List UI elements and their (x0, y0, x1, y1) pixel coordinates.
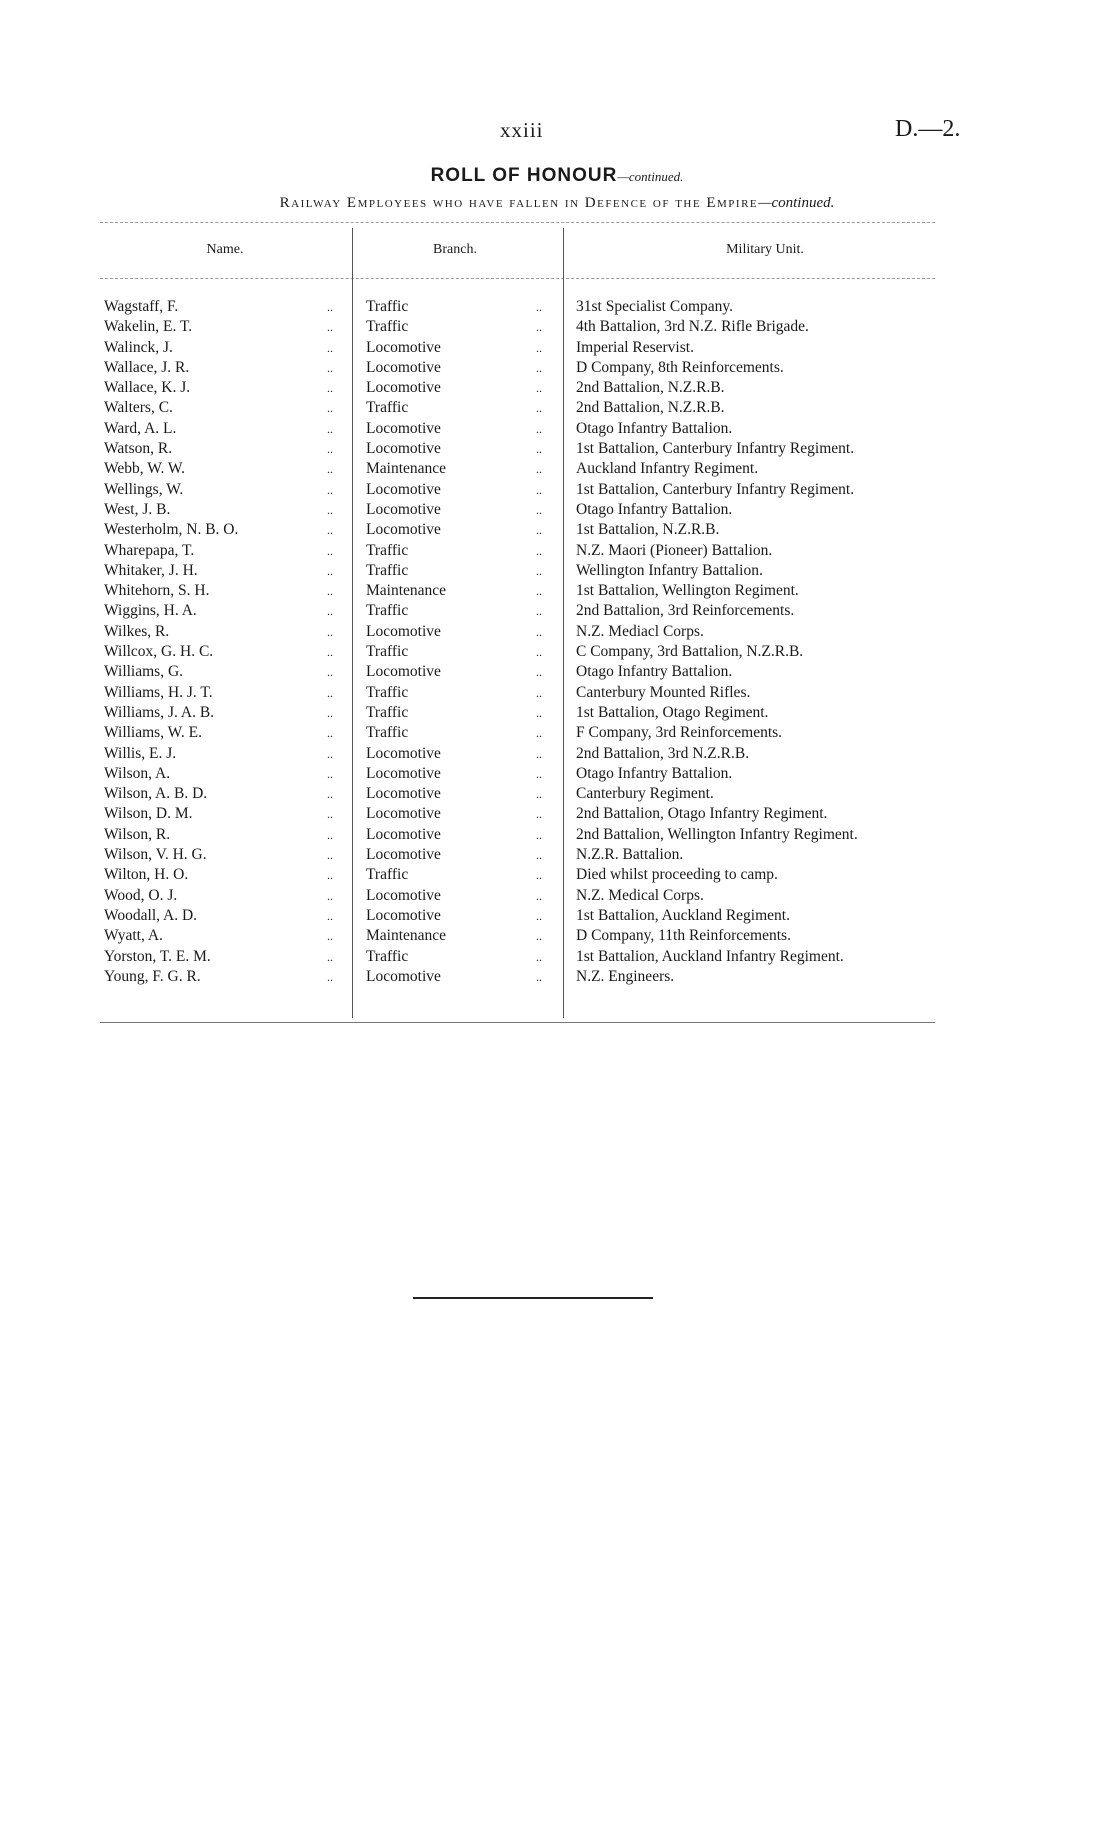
row-leader-dots: .. (327, 340, 333, 355)
row-leader-dots: .. (327, 543, 333, 558)
row-name: Willis, E. J. (104, 744, 177, 762)
row-leader-dots: .. (536, 888, 542, 903)
row-leader-dots: .. (327, 929, 333, 944)
row-leader-dots: .. (536, 401, 542, 416)
row-military-unit: Auckland Infantry Regiment. (576, 460, 759, 478)
row-military-unit: N.Z.R. Battalion. (576, 846, 684, 864)
row-leader-dots: .. (327, 442, 333, 457)
table-row (0, 602, 1114, 622)
table-row (0, 663, 1114, 683)
row-leader-dots: .. (327, 827, 333, 842)
row-branch: Locomotive (366, 846, 441, 864)
page-subtitle (0, 195, 1114, 212)
table-row (0, 440, 1114, 460)
header-top-rule (100, 222, 935, 223)
row-name: Williams, J. A. B. (104, 703, 215, 721)
row-military-unit: 1st Battalion, Wellington Regiment. (576, 582, 799, 600)
row-leader-dots: .. (536, 787, 542, 802)
row-leader-dots: .. (327, 807, 333, 822)
row-leader-dots: .. (536, 523, 542, 538)
row-name: Walinck, J. (104, 338, 173, 356)
subtitle-continued: —continued. (758, 195, 835, 211)
row-branch: Traffic (366, 866, 409, 884)
row-name: Wiggins, H. A. (104, 602, 197, 620)
row-leader-dots: .. (536, 848, 542, 863)
row-leader-dots: .. (327, 746, 333, 761)
row-branch: Locomotive (366, 379, 441, 397)
table-row (0, 968, 1114, 988)
table-row (0, 866, 1114, 886)
row-branch: Maintenance (366, 460, 447, 478)
row-branch: Traffic (366, 724, 409, 742)
table-row (0, 318, 1114, 338)
table-row (0, 948, 1114, 968)
row-branch: Locomotive (366, 663, 441, 681)
row-branch: Traffic (366, 298, 409, 315)
row-leader-dots: .. (327, 563, 333, 578)
document-reference: D.—2. (895, 116, 961, 142)
row-military-unit: 2nd Battalion, N.Z.R.B. (576, 379, 725, 397)
row-name: Wharepapa, T. (104, 541, 195, 559)
column-header-unit: Military Unit. (726, 242, 804, 257)
row-name: Webb, W. W. (104, 460, 185, 478)
row-leader-dots: .. (536, 320, 542, 335)
row-leader-dots: .. (327, 360, 333, 375)
row-military-unit: 1st Battalion, Auckland Infantry Regiment. (576, 947, 844, 965)
table-row (0, 339, 1114, 359)
row-leader-dots: .. (536, 624, 542, 639)
row-branch: Locomotive (366, 358, 441, 376)
row-leader-dots: .. (536, 685, 542, 700)
row-leader-dots: .. (327, 787, 333, 802)
table-row (0, 399, 1114, 419)
row-leader-dots: .. (536, 381, 542, 396)
row-leader-dots: .. (327, 868, 333, 883)
table-row (0, 927, 1114, 947)
row-leader-dots: .. (536, 543, 542, 558)
row-military-unit: Otago Infantry Battalion. (576, 764, 733, 782)
row-name: Willcox, G. H. C. (104, 643, 214, 661)
row-name: Yorston, T. E. M. (104, 947, 211, 965)
table-row (0, 805, 1114, 825)
title-continued: —continued. (617, 169, 684, 184)
row-name: Wood, O. J. (104, 886, 178, 904)
title-main: ROLL OF HONOUR (430, 165, 618, 186)
row-leader-dots: .. (536, 705, 542, 720)
row-military-unit: 1st Battalion, Canterbury Infantry Regiment. (576, 480, 855, 498)
row-name: Wagstaff, F. (104, 298, 179, 315)
row-military-unit: 1st Battalion, Auckland Regiment. (576, 906, 790, 924)
row-name: Wilson, D. M. (104, 805, 193, 823)
row-leader-dots: .. (327, 949, 333, 964)
row-leader-dots: .. (536, 949, 542, 964)
row-name: Wilkes, R. (104, 622, 170, 640)
row-military-unit: 1st Battalion, Canterbury Infantry Regiment. (576, 440, 855, 458)
table-row (0, 846, 1114, 866)
row-name: Wallace, J. R. (104, 358, 190, 376)
row-leader-dots: .. (536, 665, 542, 680)
row-name: Wilson, A. (104, 764, 171, 782)
table-row (0, 887, 1114, 907)
row-leader-dots: .. (536, 766, 542, 781)
row-leader-dots: .. (327, 645, 333, 660)
column-header-branch: Branch. (433, 242, 477, 257)
table-row (0, 826, 1114, 846)
table-row (0, 704, 1114, 724)
row-name: Williams, H. J. T. (104, 683, 213, 701)
row-branch: Maintenance (366, 927, 447, 945)
row-leader-dots: .. (327, 624, 333, 639)
table-bottom-rule (100, 1022, 935, 1023)
row-branch: Locomotive (366, 419, 441, 437)
column-header-name: Name. (206, 242, 244, 257)
table-row (0, 481, 1114, 501)
row-leader-dots: .. (327, 969, 333, 984)
row-branch: Traffic (366, 683, 409, 701)
row-leader-dots: .. (327, 888, 333, 903)
row-leader-dots: .. (327, 320, 333, 335)
row-military-unit: Otago Infantry Battalion. (576, 663, 733, 681)
row-name: Whitehorn, S. H. (104, 582, 210, 600)
page-title (0, 165, 1114, 187)
table-row (0, 785, 1114, 805)
row-branch: Locomotive (366, 805, 441, 823)
row-leader-dots: .. (327, 502, 333, 517)
row-military-unit: 2nd Battalion, Wellington Infantry Regiment. (576, 825, 858, 843)
row-leader-dots: .. (536, 726, 542, 741)
table-row (0, 298, 1114, 318)
row-name: West, J. B. (104, 500, 171, 518)
row-name: Wilson, A. B. D. (104, 785, 208, 803)
row-branch: Locomotive (366, 886, 441, 904)
row-leader-dots: .. (327, 685, 333, 700)
row-military-unit: C Company, 3rd Battalion, N.Z.R.B. (576, 643, 804, 661)
row-name: Ward, A. L. (104, 419, 177, 437)
row-name: Westerholm, N. B. O. (104, 521, 239, 539)
row-leader-dots: .. (327, 848, 333, 863)
row-branch: Locomotive (366, 906, 441, 924)
table-row (0, 359, 1114, 379)
row-leader-dots: .. (327, 665, 333, 680)
row-leader-dots: .. (536, 645, 542, 660)
row-branch: Locomotive (366, 521, 441, 539)
row-branch: Traffic (366, 561, 409, 579)
row-leader-dots: .. (327, 908, 333, 923)
row-branch: Traffic (366, 947, 409, 965)
table-row (0, 562, 1114, 582)
table-row (0, 542, 1114, 562)
subtitle-main: Railway Employees who have fallen in Defence of the Empire (279, 195, 759, 211)
row-name: Wallace, K. J. (104, 379, 191, 397)
row-leader-dots: .. (327, 300, 333, 314)
row-leader-dots: .. (536, 604, 542, 619)
row-military-unit: N.Z. Medical Corps. (576, 886, 704, 904)
row-branch: Locomotive (366, 764, 441, 782)
row-military-unit: Wellington Infantry Battalion. (576, 561, 763, 579)
row-military-unit: F Company, 3rd Reinforcements. (576, 724, 783, 742)
row-military-unit: 1st Battalion, Otago Regiment. (576, 703, 769, 721)
row-leader-dots: .. (327, 381, 333, 396)
row-name: Young, F. G. R. (104, 967, 201, 985)
row-military-unit: Otago Infantry Battalion. (576, 419, 733, 437)
table-row (0, 745, 1114, 765)
row-name: Williams, G. (104, 663, 184, 681)
row-branch: Locomotive (366, 500, 441, 518)
row-leader-dots: .. (327, 726, 333, 741)
row-branch: Maintenance (366, 582, 447, 600)
row-military-unit: Imperial Reservist. (576, 338, 694, 356)
row-military-unit: 2nd Battalion, N.Z.R.B. (576, 399, 725, 417)
end-rule (413, 1297, 653, 1299)
page-number: xxiii (500, 118, 544, 142)
row-leader-dots: .. (536, 563, 542, 578)
row-branch: Traffic (366, 541, 409, 559)
row-name: Watson, R. (104, 440, 173, 458)
row-name: Wakelin, E. T. (104, 318, 193, 336)
row-leader-dots: .. (536, 969, 542, 984)
row-name: Williams, W. E. (104, 724, 202, 742)
row-military-unit: Canterbury Regiment. (576, 785, 714, 803)
row-leader-dots: .. (327, 482, 333, 497)
row-branch: Locomotive (366, 440, 441, 458)
row-military-unit: 31st Specialist Company. (576, 298, 733, 315)
row-military-unit: N.Z. Mediacl Corps. (576, 622, 704, 640)
row-branch: Traffic (366, 318, 409, 336)
row-leader-dots: .. (536, 584, 542, 599)
table-row (0, 379, 1114, 399)
row-leader-dots: .. (536, 502, 542, 517)
row-leader-dots: .. (327, 401, 333, 416)
row-branch: Locomotive (366, 825, 441, 843)
row-leader-dots: .. (536, 421, 542, 436)
row-leader-dots: .. (327, 705, 333, 720)
row-leader-dots: .. (327, 421, 333, 436)
table-row (0, 724, 1114, 744)
table-row (0, 521, 1114, 541)
row-leader-dots: .. (327, 604, 333, 619)
row-military-unit: N.Z. Maori (Pioneer) Battalion. (576, 541, 773, 559)
row-leader-dots: .. (327, 523, 333, 538)
table-row (0, 460, 1114, 480)
row-leader-dots: .. (536, 746, 542, 761)
row-leader-dots: .. (536, 929, 542, 944)
row-military-unit: Canterbury Mounted Rifles. (576, 683, 751, 701)
row-leader-dots: .. (536, 908, 542, 923)
row-leader-dots: .. (536, 807, 542, 822)
row-name: Walters, C. (104, 399, 173, 417)
row-military-unit: 2nd Battalion, 3rd Reinforcements. (576, 602, 795, 620)
row-leader-dots: .. (536, 360, 542, 375)
row-military-unit: 2nd Battalion, 3rd N.Z.R.B. (576, 744, 750, 762)
row-branch: Locomotive (366, 622, 441, 640)
header-bottom-rule (100, 278, 935, 279)
row-name: Wellings, W. (104, 480, 184, 498)
row-name: Wilson, R. (104, 825, 171, 843)
row-leader-dots: .. (536, 482, 542, 497)
row-name: Woodall, A. D. (104, 906, 198, 924)
row-branch: Locomotive (366, 338, 441, 356)
table-row (0, 643, 1114, 663)
row-branch: Traffic (366, 643, 409, 661)
table-row (0, 501, 1114, 521)
row-branch: Locomotive (366, 480, 441, 498)
row-leader-dots: .. (536, 340, 542, 355)
row-military-unit: Died whilst proceeding to camp. (576, 866, 778, 884)
row-branch: Traffic (366, 602, 409, 620)
row-leader-dots: .. (536, 868, 542, 883)
row-leader-dots: .. (327, 462, 333, 477)
row-name: Whitaker, J. H. (104, 561, 198, 579)
row-military-unit: D Company, 11th Reinforcements. (576, 927, 791, 945)
table-row (0, 907, 1114, 927)
row-leader-dots: .. (536, 442, 542, 457)
row-leader-dots: .. (536, 462, 542, 477)
row-leader-dots: .. (536, 300, 542, 314)
row-military-unit: N.Z. Engineers. (576, 967, 675, 985)
row-branch: Locomotive (366, 744, 441, 762)
roll-of-honour-table (0, 298, 1114, 988)
row-branch: Locomotive (366, 785, 441, 803)
row-leader-dots: .. (327, 584, 333, 599)
table-row (0, 582, 1114, 602)
row-military-unit: Otago Infantry Battalion. (576, 500, 733, 518)
row-leader-dots: .. (327, 766, 333, 781)
row-military-unit: 1st Battalion, N.Z.R.B. (576, 521, 720, 539)
row-leader-dots: .. (536, 827, 542, 842)
row-name: Wilton, H. O. (104, 866, 189, 884)
table-row (0, 684, 1114, 704)
row-military-unit: 2nd Battalion, Otago Infantry Regiment. (576, 805, 828, 823)
row-name: Wyatt, A. (104, 927, 163, 945)
table-row (0, 623, 1114, 643)
table-row (0, 765, 1114, 785)
row-military-unit: D Company, 8th Reinforcements. (576, 358, 784, 376)
row-military-unit: 4th Battalion, 3rd N.Z. Rifle Brigade. (576, 318, 809, 336)
table-row (0, 420, 1114, 440)
row-branch: Traffic (366, 703, 409, 721)
row-branch: Locomotive (366, 967, 441, 985)
row-name: Wilson, V. H. G. (104, 846, 207, 864)
row-branch: Traffic (366, 399, 409, 417)
